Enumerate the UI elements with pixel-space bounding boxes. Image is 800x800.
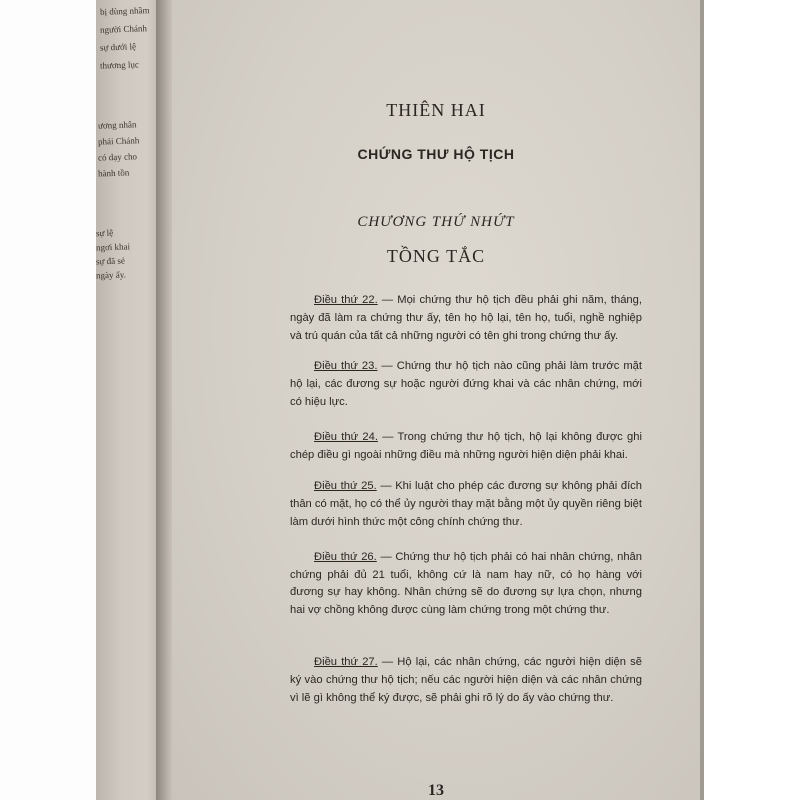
articles-body [290, 292, 642, 707]
article-number: Điều thứ 23. [314, 360, 378, 373]
article-25 [290, 478, 642, 531]
background-margin-right [700, 0, 800, 800]
chapter-subtitle: TỒNG TẮC [386, 246, 486, 266]
facing-page-text: phải Chánh [97, 135, 140, 147]
background-margin [0, 0, 96, 800]
article-23 [290, 358, 642, 411]
article-text: — Trong chứng thư hộ tịch, hộ lại không được ghi chép điều gì ngoài những điều mà những người hiện diện phải khai. [290, 430, 642, 461]
article-26 [290, 549, 642, 620]
facing-page-text: người Chánh [99, 23, 148, 35]
article-number: Điều thứ 26. [314, 550, 377, 563]
chapter-title: CHƯƠNG THỨ NHỨT [357, 214, 515, 230]
facing-page-text: thương lục [99, 59, 140, 71]
article-24 [290, 429, 642, 465]
page-number: 13 [428, 782, 444, 799]
article-number: Điều thứ 25. [314, 480, 377, 493]
facing-page-text: có dạy cho [97, 151, 138, 163]
page-edge-shadow [700, 0, 704, 800]
article-text: — Hộ lại, các nhân chứng, các người hiện diện sẽ ký vào chứng thư hộ tịch; nếu các người hiện diện và các nhân chứng vì lẽ gì không thể ký được, sẽ phải ghi rõ lý do ấy vào chứng thư. [290, 655, 642, 704]
article-text: — Chứng thư hộ tịch phải có hai nhân chứng, nhân chứng phải đủ 21 tuổi, không cứ là nam hay nữ, có họ hàng với đương sự hay không. Nhân chứng sẽ do đương sự lựa chọn, nhưng hai vợ chồng không được cùng làm chứng trong một chứng thư. [290, 550, 642, 617]
article-22 [290, 292, 642, 345]
part-title: THIÊN HAI [386, 100, 486, 120]
facing-page-text: ương nhân [97, 119, 137, 131]
facing-page-text: sự dưới lệ [99, 41, 137, 53]
facing-page-text: sự lệ [96, 227, 114, 239]
article-number: Điều thứ 27. [314, 655, 378, 668]
article-number: Điều thứ 24. [314, 430, 378, 443]
article-text: — Khi luật cho phép các đương sự không phải đích thân có mặt, họ có thể ủy người thay mặt bằng một ủy quyền riêng biệt làm dưới hình thức một công chính chứng thư. [290, 480, 642, 528]
facing-page-text: ngày ấy. [96, 269, 127, 281]
article-number: Điều thứ 22. [314, 294, 378, 306]
article-27 [290, 654, 642, 707]
facing-page-text: ngơi khai [96, 241, 131, 253]
facing-page-text: hành tồn [97, 167, 130, 179]
facing-page [96, 0, 160, 800]
article-text: — Mọi chứng thư hộ tịch đều phải ghi năm, tháng, ngày đã làm ra chứng thư ấy, tên họ hộ lại, tên họ, tuổi, nghề nghiệp và trú quán của tất cả những người có tên ghi trong chứng thư ấy. [290, 294, 642, 342]
book-page [172, 0, 700, 800]
facing-page-text: bị dùng nhầm [99, 5, 150, 17]
document-title: CHỨNG THƯ HỘ TỊCH [357, 146, 515, 162]
article-text: — Chứng thư hộ tịch nào cũng phải làm trước mặt hộ lại, các đương sự hoặc người đứng khai và các nhân chứng, mới có hiệu lực. [290, 360, 642, 408]
facing-page-text: sự đã sẻ [96, 255, 126, 267]
